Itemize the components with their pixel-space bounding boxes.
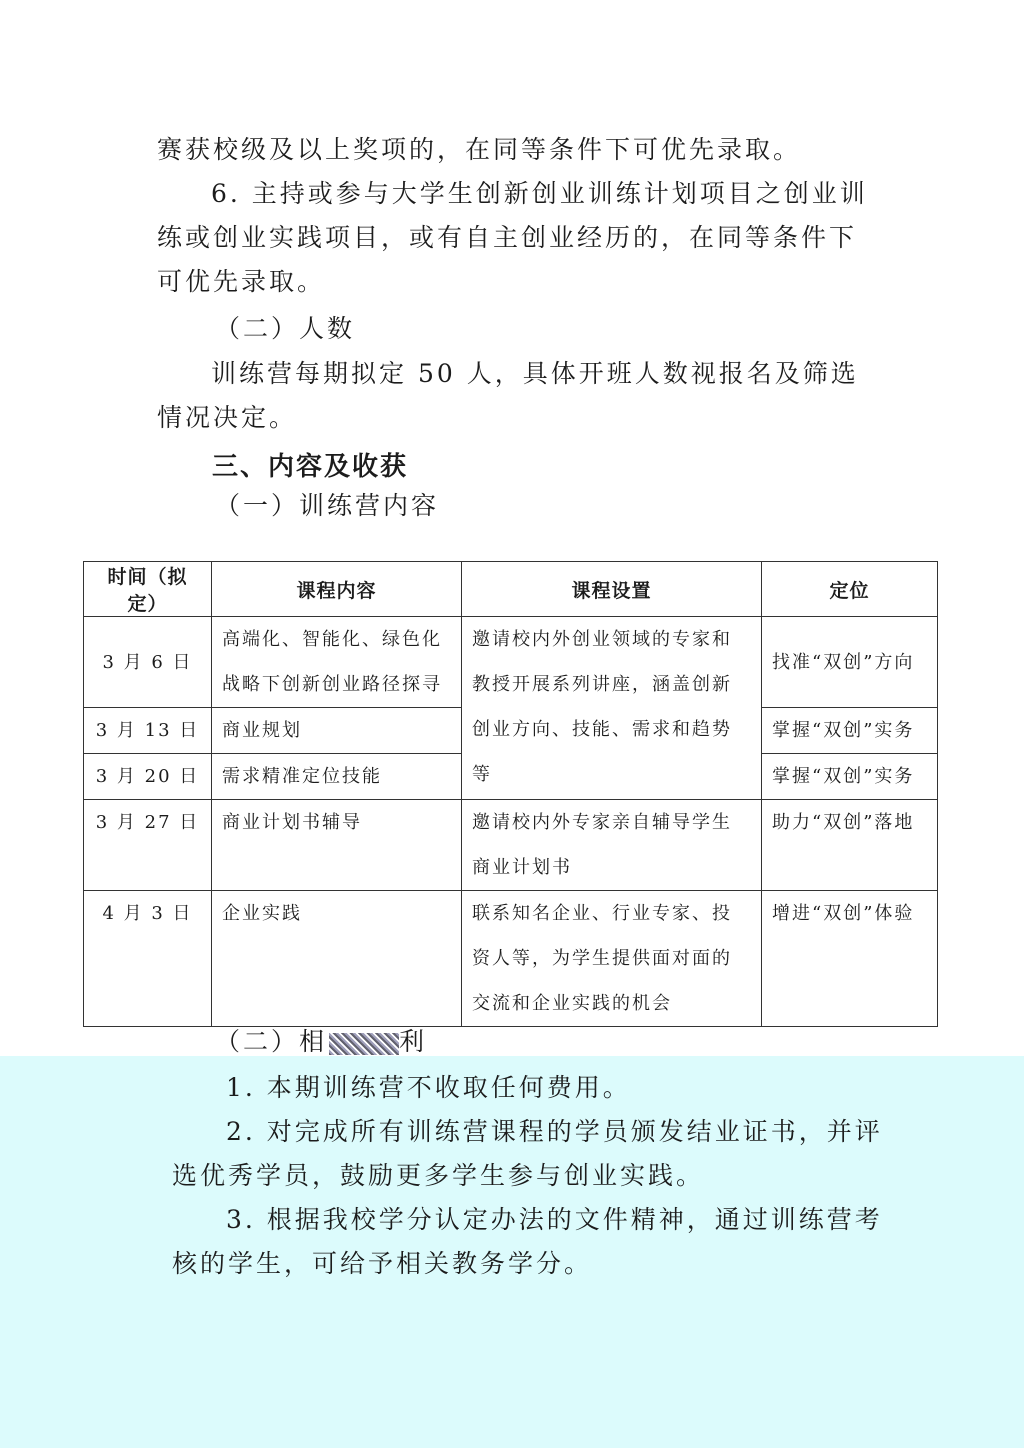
cell-position: 找准“双创”方向	[762, 617, 938, 708]
subheading-benefits	[215, 1020, 427, 1064]
cell-content: 需求精准定位技能	[212, 754, 462, 800]
header-time: 时间（拟定）	[84, 562, 212, 617]
paragraph-count: 训练营每期拟定 50 人，具体开班人数视报名及筛选情况决定。	[157, 359, 859, 432]
subheading-benefits-tail: 利	[399, 1027, 428, 1056]
cell-content: 高端化、智能化、绿色化战略下创新创业路径探寻	[212, 617, 462, 708]
cell-setting: 联系知名企业、行业专家、投资人等，为学生提供面对面的交流和企业实践的机会	[462, 891, 762, 1027]
cell-date: 3 月 13 日	[84, 708, 212, 754]
subheading-benefits-visible: （二）相	[215, 1027, 328, 1056]
cell-content: 企业实践	[212, 891, 462, 1027]
paragraph-item-6: 6. 主持或参与大学生创新创业训练计划项目之创业训练或创业实践项目，或有自主创业经历的，在同等条件下可优先录取。	[157, 179, 868, 296]
subheading-camp-content: （一）训练营内容	[215, 491, 440, 520]
table-row	[84, 617, 938, 708]
header-content: 课程内容	[212, 562, 462, 617]
header-setting: 课程设置	[462, 562, 762, 617]
section-heading-content: 三、内容及收获	[212, 452, 409, 482]
cell-setting: 邀请校内外创业领域的专家和教授开展系列讲座，涵盖创新创业方向、技能、需求和趋势等	[462, 617, 762, 800]
course-table	[83, 561, 938, 1027]
cell-date: 3 月 6 日	[84, 617, 212, 708]
cell-setting: 邀请校内外专家亲自辅导学生商业计划书	[462, 800, 762, 891]
benefit-item-2: 2. 对完成所有训练营课程的学员颁发结业证书，并评选优秀学员，鼓励更多学生参与创业实践。	[172, 1117, 883, 1190]
cell-date: 3 月 27 日	[84, 800, 212, 891]
header-position: 定位	[762, 562, 938, 617]
cell-content: 商业规划	[212, 708, 462, 754]
scan-smudge	[329, 1033, 399, 1055]
cell-position: 助力“双创”落地	[762, 800, 938, 891]
benefit-item-3: 3. 根据我校学分认定办法的文件精神，通过训练营考核的学生，可给予相关教务学分。	[172, 1205, 883, 1278]
cell-position: 掌握“双创”实务	[762, 754, 938, 800]
table-row	[84, 891, 938, 1027]
subheading-count: （二）人数	[215, 314, 356, 343]
cell-date: 3 月 20 日	[84, 754, 212, 800]
table-header-row	[84, 562, 938, 617]
cell-position: 掌握“双创”实务	[762, 708, 938, 754]
cell-content: 商业计划书辅导	[212, 800, 462, 891]
cell-position: 增进“双创”体验	[762, 891, 938, 1027]
cell-date: 4 月 3 日	[84, 891, 212, 1027]
benefit-item-1: 1. 本期训练营不收取任何费用。	[226, 1073, 631, 1102]
paragraph-continuation: 赛获校级及以上奖项的，在同等条件下可优先录取。	[157, 135, 802, 164]
table-row	[84, 800, 938, 891]
